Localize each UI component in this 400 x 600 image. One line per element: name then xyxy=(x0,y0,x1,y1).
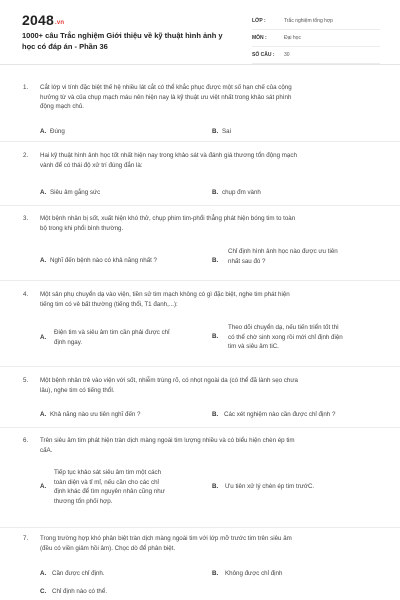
option-a[interactable] xyxy=(40,468,205,508)
question-line: Trên siêu âm tim phát hiện tràn dịch màng ngoài tim lượng nhiều và có biểu hiện chèn ép tim xyxy=(40,437,295,444)
option-text: Siêu âm gắng sức xyxy=(50,189,101,196)
question-4 xyxy=(0,283,400,367)
meta-label: MÔN : xyxy=(252,35,267,41)
option-letter: A. xyxy=(40,411,47,418)
option-letter: B. xyxy=(212,128,219,135)
option-line: tim và siêu âm tiC. xyxy=(228,343,279,350)
question-6 xyxy=(0,430,400,528)
document-title: 1000+ câu Trắc nghiệm Giới thiệu về kỹ thuật hình ảnh y học có đáp án - Phần 36 xyxy=(22,31,223,51)
question-line: vành để có thái độ xử trí đúng đắn là: xyxy=(40,161,143,169)
meta-table xyxy=(252,13,380,64)
question-line: lâu), nghe tim có tiếng thổI. xyxy=(40,386,115,394)
option-a[interactable] xyxy=(40,127,190,137)
question-2 xyxy=(0,145,400,206)
option-line: có thể chờ sinh xong rồi mới chỉ định điện xyxy=(228,333,343,341)
option-text: Chỉ định nào có thể. xyxy=(52,588,108,595)
option-b[interactable] xyxy=(212,569,372,579)
logo-suffix: .vn xyxy=(54,20,65,26)
option-b[interactable] xyxy=(212,127,362,137)
option-text: Khả năng nào ưu tiên nghĩ đến ? xyxy=(50,411,141,418)
question-number: 2. xyxy=(23,152,29,159)
question-line: Hai kỹ thuật hình ảnh học tốt nhất hiện nay trong khảo sát và đánh giá thương tổn động mạch xyxy=(40,152,297,159)
option-letter: A. xyxy=(40,570,47,577)
option-line: nhất sau đó ? xyxy=(228,257,266,265)
option-text: Đúng xyxy=(50,128,65,135)
option-b[interactable] xyxy=(212,482,377,492)
option-text: Ưu tiên xử lý chèn ép tim trướC. xyxy=(225,483,315,490)
option-text: Nghĩ đến bệnh nào có khả năng nhất ? xyxy=(50,257,157,264)
option-c[interactable] xyxy=(40,587,200,597)
option-text xyxy=(54,328,170,347)
question-number: 3. xyxy=(23,215,29,222)
option-a[interactable] xyxy=(40,328,200,348)
option-b[interactable] xyxy=(212,323,377,353)
document-header xyxy=(0,0,400,65)
option-text: Cần được chỉ định. xyxy=(52,570,105,577)
option-line: Theo dõi chuyển dạ, nếu tiến triển tốt thì xyxy=(228,324,339,331)
option-letter: B. xyxy=(212,570,219,577)
option-line: định ngay. xyxy=(54,338,83,346)
option-text xyxy=(228,247,338,266)
question-line: Cắt lớp vi tính đặc biệt thế hệ nhiều lát cắt có thể khắc phục được một số hạn chế của cộng xyxy=(40,84,292,91)
question-number: 6. xyxy=(23,437,29,444)
meta-row-count xyxy=(252,47,380,64)
meta-label: LỚP : xyxy=(252,18,266,24)
option-letter: A. xyxy=(40,128,47,135)
logo-main: 2048 xyxy=(22,12,54,28)
question-number: 4. xyxy=(23,291,29,298)
meta-row-class xyxy=(252,13,380,30)
option-b[interactable] xyxy=(212,247,372,267)
option-text xyxy=(54,468,165,506)
question-line: Một bệnh nhân trẻ vào viện với sốt, nhiễm trùng rõ, có nhọt ngoài da (có thể đã lành sẹo chưa xyxy=(40,377,298,384)
option-letter: B. xyxy=(212,483,219,490)
option-a[interactable] xyxy=(40,256,200,266)
question-3 xyxy=(0,208,400,281)
question-line: (đều có viền giảm hồi âm). Chọc dò để phân biệt. xyxy=(40,544,176,552)
question-line: tiếng tim có vẻ bất thường (tiếng thổi, T1 đanh,...): xyxy=(40,300,178,308)
question-line: Một bệnh nhân bị sốt, xuất hiện khó thở, chụp phim tim-phổi thẳng phát hiện bóng tim to toàn xyxy=(40,215,296,222)
site-logo[interactable] xyxy=(22,12,64,28)
option-letter: B. xyxy=(212,257,219,264)
option-line: Điện tim và siêu âm tim cần phải được chỉ xyxy=(54,329,170,336)
question-line: hưởng từ và của chụp mạch máu nên hiện nay là kỹ thuật ưu việt nhất trong khảo sát phình xyxy=(40,93,292,101)
question-5 xyxy=(0,369,400,428)
question-line: Một sản phụ chuyển dạ vào viện, tiền sử tim mạch không có gì đặc biệt, nghe tim phát hiện xyxy=(40,291,290,298)
option-text: chụp đm vành xyxy=(222,189,261,196)
question-number: 7. xyxy=(23,535,29,542)
question-line: Trong trường hợp khó phân biệt tràn dịch màng ngoài tim với lớp mỡ trước tim trên siêu âm xyxy=(40,535,292,542)
option-text: Các xét nghiệm nào cần được chỉ định ? xyxy=(224,411,336,418)
question-line: bộ trong khi phổi bình thường. xyxy=(40,224,124,232)
option-letter: B. xyxy=(212,189,219,196)
question-line: cấA. xyxy=(40,446,53,454)
option-b[interactable] xyxy=(212,188,362,198)
question-number: 5. xyxy=(23,377,29,384)
option-text xyxy=(228,323,343,352)
option-text: Sai xyxy=(222,128,231,135)
option-a[interactable] xyxy=(40,410,200,420)
option-letter: A. xyxy=(40,189,47,196)
option-line: Chỉ định hình ảnh học nào được ưu tiên xyxy=(228,248,338,255)
meta-label: SỐ CÂU : xyxy=(252,52,275,58)
option-line: định khác để tìm nguyên nhân cũng như xyxy=(54,488,165,495)
option-b[interactable] xyxy=(212,410,377,420)
option-line: thương tổn phối hợp. xyxy=(54,497,113,505)
meta-value: 30 xyxy=(284,52,290,58)
option-a[interactable] xyxy=(40,569,200,579)
option-letter: B. xyxy=(212,333,219,340)
question-1 xyxy=(0,79,400,142)
meta-row-subject xyxy=(252,30,380,47)
meta-value: Trắc nghiệm tổng hợp xyxy=(284,18,333,24)
meta-value: Đại học xyxy=(284,35,301,41)
question-line: động mạch chủ. xyxy=(40,103,85,110)
option-letter: A. xyxy=(40,483,47,490)
option-letter: C. xyxy=(40,588,47,595)
question-number: 1. xyxy=(23,84,29,91)
option-text: Không được chỉ định xyxy=(225,570,283,577)
option-line: Tiếp tục khảo sát siêu âm tim một cách xyxy=(54,469,162,476)
option-line: toàn diện và tỉ mỉ, nếu cần cho các chỉ xyxy=(54,478,159,486)
option-a[interactable] xyxy=(40,188,190,198)
question-7 xyxy=(0,530,400,600)
option-letter: B. xyxy=(212,411,219,418)
option-letter: A. xyxy=(40,257,47,264)
option-letter: A. xyxy=(40,334,47,341)
